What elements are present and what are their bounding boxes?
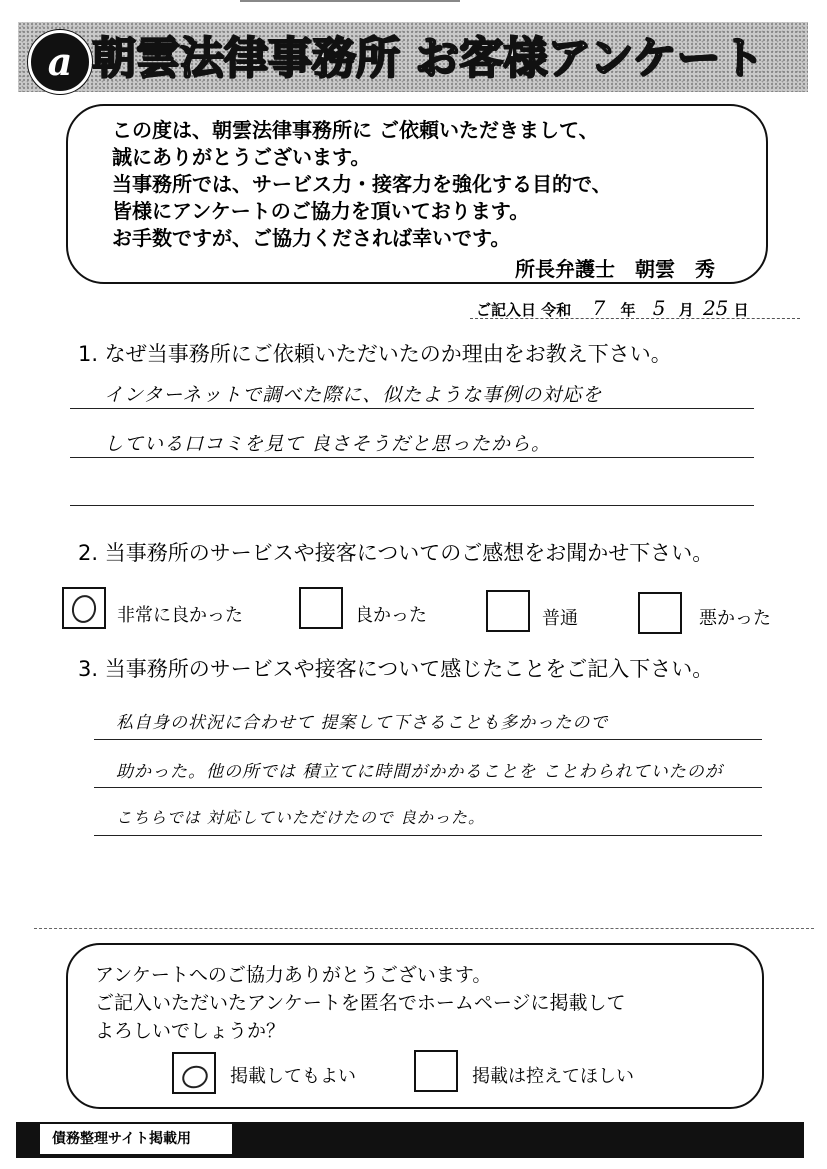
date-rule xyxy=(470,318,800,319)
date-label: ご記入日 xyxy=(476,301,537,319)
q3-answer-line-1: 私自身の状況に合わせて 提案して下さることも多かったので xyxy=(116,713,609,733)
q2-checkbox-very-good[interactable] xyxy=(62,587,106,629)
q1-rule-3 xyxy=(70,505,754,506)
q2-checkbox-good[interactable] xyxy=(299,587,343,629)
date-month: 5 xyxy=(652,296,666,320)
consent-line-1: アンケートへのご協力ありがとうございます。 xyxy=(95,964,492,986)
consent-line-2: ご記入いただいたアンケートを匿名でホームページに掲載して xyxy=(95,992,626,1014)
date-month-unit: 月 xyxy=(678,301,694,319)
consent-checkbox-allow[interactable] xyxy=(172,1052,216,1094)
signature: 所長弁護士 朝雲 秀 xyxy=(515,257,715,281)
q3-answer-line-3: こちらでは 対応していただけたので 良かった。 xyxy=(116,808,486,827)
q1-answer-line-1: インターネットで調べた際に、似たような事例の対応を xyxy=(104,384,603,406)
q2-label-average: 普通 xyxy=(542,608,578,629)
date-era: 令和 xyxy=(541,301,572,319)
firm-logo: a xyxy=(28,30,92,94)
q3-answer-line-2: 助かった。他の所では 積立てに時間がかかることを ことわられていたのが xyxy=(116,762,723,782)
q2-label-bad: 悪かった xyxy=(699,608,771,629)
top-edge-rule xyxy=(240,0,460,2)
q3-rule-3 xyxy=(94,835,762,836)
consent-checkbox-decline[interactable] xyxy=(414,1050,458,1092)
question-1: 1. なぜ当事務所にご依頼いただいたのか理由をお教え下さい。 xyxy=(78,342,672,366)
q1-rule-1 xyxy=(70,408,754,409)
circle-check-mark xyxy=(69,593,98,625)
circle-check-mark xyxy=(179,1062,211,1092)
q2-checkbox-average[interactable] xyxy=(486,590,530,632)
intro-line-4: 皆様にアンケートのご協力を頂いております。 xyxy=(112,199,530,223)
consent-label-allow: 掲載してもよい xyxy=(230,1066,356,1087)
q2-label-very-good: 非常に良かった xyxy=(117,605,243,626)
q1-rule-2 xyxy=(70,457,754,458)
question-2: 2. 当事務所のサービスや接客についてのご感想をお聞かせ下さい。 xyxy=(78,541,714,565)
intro-line-1: この度は、朝雲法律事務所に ご依頼いただきまして、 xyxy=(112,118,599,142)
survey-title: 朝雲法律事務所 お客様アンケート xyxy=(92,33,765,84)
date-year: 7 xyxy=(592,296,606,320)
intro-line-5: お手数ですが、ご協力くだされば幸いです。 xyxy=(112,226,511,250)
intro-line-3: 当事務所では、サービス力・接客力を強化する目的で、 xyxy=(112,172,612,196)
date-year-unit: 年 xyxy=(620,301,636,319)
q2-label-good: 良かった xyxy=(355,605,427,626)
q3-rule-2 xyxy=(94,787,762,788)
consent-line-3: よろしいでしょうか？ xyxy=(95,1020,286,1042)
date-day-unit: 日 xyxy=(733,301,749,319)
consent-label-decline: 掲載は控えてほしい xyxy=(472,1066,634,1087)
footer-tag: 債務整理サイト掲載用 xyxy=(40,1124,232,1154)
q1-answer-line-2: している口コミを見て 良さそうだと思ったから。 xyxy=(104,433,552,455)
date-day: 25 xyxy=(702,296,729,320)
q2-checkbox-bad[interactable] xyxy=(638,592,682,634)
q3-rule-1 xyxy=(94,739,762,740)
intro-line-2: 誠にありがとうございます。 xyxy=(112,145,371,169)
entry-date xyxy=(476,296,749,320)
section-separator xyxy=(34,928,814,929)
question-3: 3. 当事務所のサービスや接客について感じたことをご記入下さい。 xyxy=(78,657,714,681)
